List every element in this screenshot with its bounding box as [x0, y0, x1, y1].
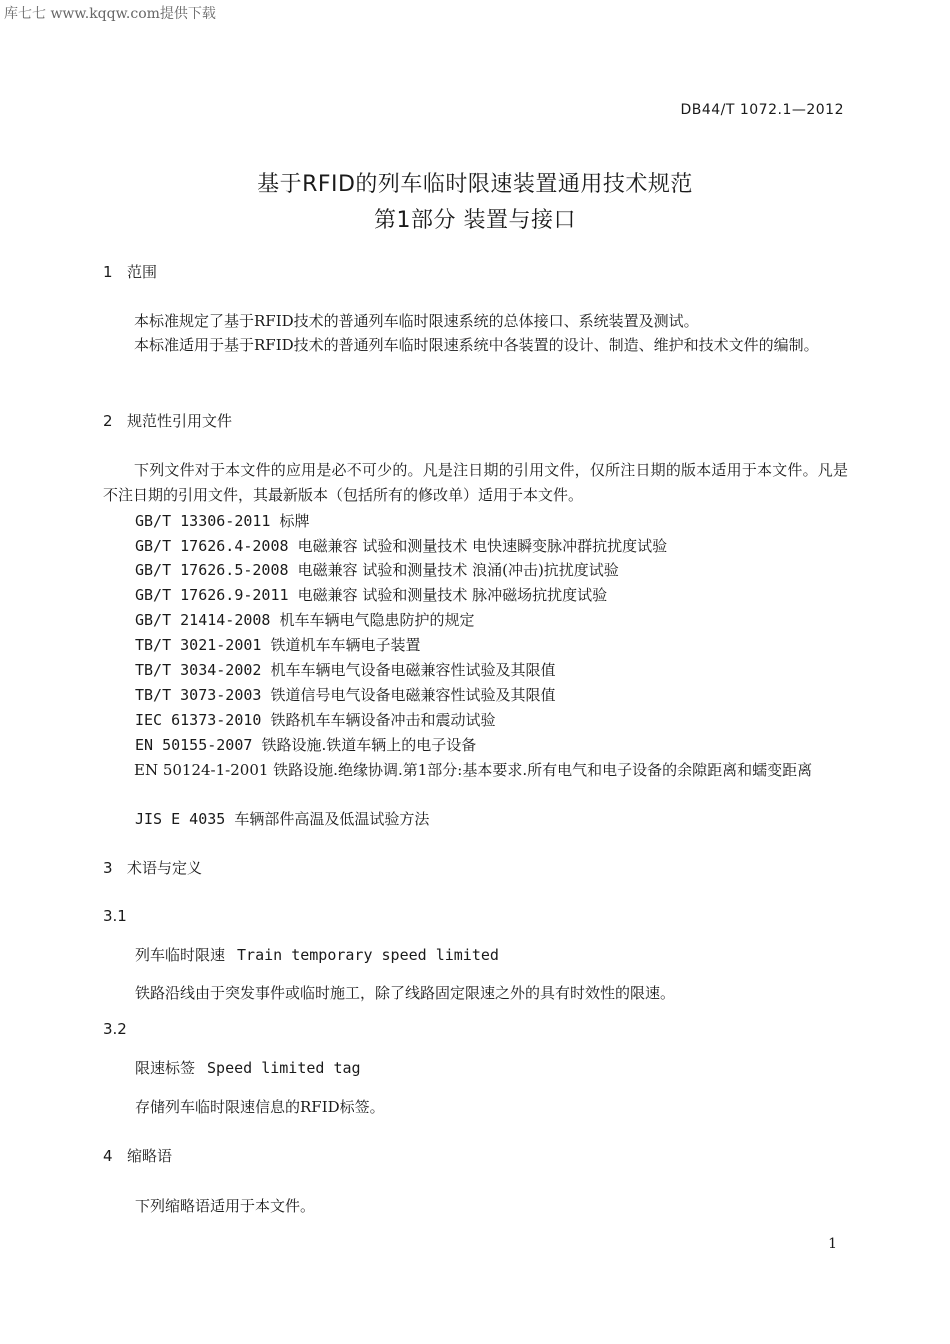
term-name — [135, 1057, 361, 1078]
page-number: 1 — [828, 1236, 837, 1252]
watermark-text: 库七七 www.kqqw.com提供下载 — [4, 6, 216, 22]
section-1-para-1: 本标准规定了基于RFID技术的普通列车临时限速系统的总体接口、系统装置及测试。 — [134, 312, 699, 330]
ref-code: IEC 61373-2010 — [135, 711, 262, 729]
ref-name: 铁道机车车辆电子装置 — [270, 636, 421, 654]
document-title-line2: 第1部分 装置与接口 — [374, 208, 576, 233]
ref-code: GB/T 21414-2008 — [135, 611, 271, 629]
ref-name: 铁路设施.铁道车辆上的电子设备 — [261, 736, 477, 754]
section-2-heading — [103, 410, 232, 431]
ref-name: 电磁兼容 试验和测量技术 脉冲磁场抗扰度试验 — [297, 586, 608, 604]
section-2-title: 规范性引用文件 — [127, 412, 233, 430]
ref-code: EN 50155-2007 — [135, 736, 253, 754]
ref-name: 电磁兼容 试验和测量技术 电快速瞬变脉冲群抗扰度试验 — [297, 537, 668, 555]
term-en: Speed limited tag — [207, 1059, 361, 1077]
document-title-line1: 基于RFID的列车临时限速装置通用技术规范 — [257, 172, 693, 197]
term-number: 3.2 — [103, 1020, 127, 1038]
ref-item — [135, 634, 420, 655]
ref-item — [135, 659, 555, 680]
ref-code: TB/T 3034-2002 — [135, 661, 262, 679]
ref-item — [135, 734, 476, 755]
section-1-number: 1 — [103, 263, 113, 281]
ref-name: 铁路机车车辆设备冲击和震动试验 — [270, 711, 496, 729]
ref-name: 标牌 — [279, 512, 310, 530]
term-definition: 铁路沿线由于突发事件或临时施工，除了线路固定限速之外的具有时效性的限速。 — [135, 984, 676, 1002]
ref-item-long: EN 50124-1-2001 铁路设施.绝缘协调.第1部分:基本要求.所有电气和电子设备的余隙距离和蠕变距离 — [134, 761, 813, 779]
section-2-intro: 下列文件对于本文件的应用是必不可少的。凡是注日期的引用文件，仅所注日期的版本适用于本文件。凡是不注日期的引用文件，其最新版本（包括所有的修改单）适用于本文件。 — [103, 461, 848, 504]
section-4-title: 缩略语 — [127, 1147, 173, 1165]
section-3-title: 术语与定义 — [127, 859, 203, 877]
ref-item — [135, 584, 607, 605]
section-4-number: 4 — [103, 1147, 113, 1165]
ref-name: 电磁兼容 试验和测量技术 浪涌(冲击)抗扰度试验 — [297, 561, 619, 579]
ref-item — [135, 559, 619, 580]
section-2-number: 2 — [103, 412, 113, 430]
section-3-number: 3 — [103, 859, 113, 877]
ref-item — [135, 535, 667, 556]
term-en: Train temporary speed limited — [237, 946, 499, 964]
section-1-para-2: 本标准适用于基于RFID技术的普通列车临时限速系统中各装置的设计、制造、维护和技术文件的编制。 — [134, 336, 819, 354]
section-4-heading — [103, 1145, 172, 1166]
standard-id: DB44/T 1072.1—2012 — [680, 102, 844, 118]
ref-code: GB/T 17626.4-2008 — [135, 537, 289, 555]
ref-item — [135, 808, 429, 829]
ref-name: 机车车辆电气隐患防护的规定 — [279, 611, 475, 629]
ref-code: JIS E 4035 — [135, 810, 226, 828]
ref-name: 铁道信号电气设备电磁兼容性试验及其限值 — [270, 686, 556, 704]
term-zh: 限速标签 — [135, 1059, 196, 1077]
term-number: 3.1 — [103, 907, 127, 925]
section-1-heading — [103, 261, 157, 282]
ref-name: 车辆部件高温及低温试验方法 — [234, 810, 430, 828]
section-4-intro: 下列缩略语适用于本文件。 — [135, 1197, 316, 1215]
ref-code: GB/T 17626.5-2008 — [135, 561, 289, 579]
ref-name: 机车车辆电气设备电磁兼容性试验及其限值 — [270, 661, 556, 679]
ref-item — [135, 684, 555, 705]
term-zh: 列车临时限速 — [135, 946, 226, 964]
term-definition: 存储列车临时限速信息的RFID标签。 — [135, 1098, 385, 1116]
ref-code: GB/T 13306-2011 — [135, 512, 271, 530]
ref-code: TB/T 3073-2003 — [135, 686, 262, 704]
section-1-title: 范围 — [127, 263, 158, 281]
ref-item — [135, 510, 310, 531]
ref-item — [135, 609, 475, 630]
term-name — [135, 944, 499, 965]
ref-code: TB/T 3021-2001 — [135, 636, 262, 654]
ref-code: GB/T 17626.9-2011 — [135, 586, 289, 604]
ref-item — [135, 709, 495, 730]
section-3-heading — [103, 857, 202, 878]
